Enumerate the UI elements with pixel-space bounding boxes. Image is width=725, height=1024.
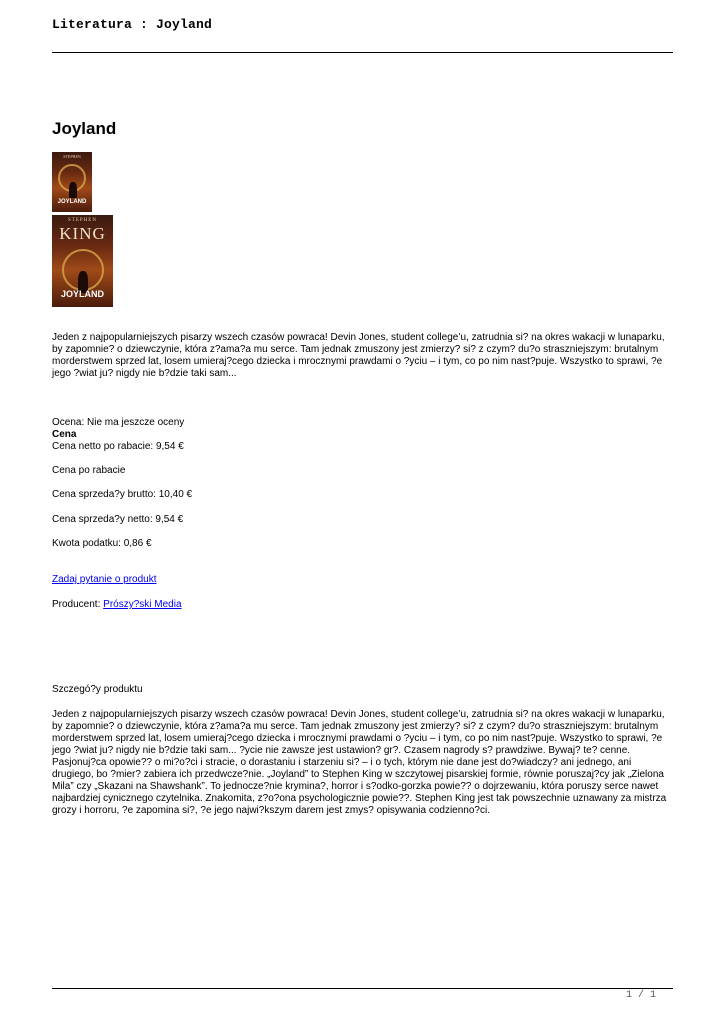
- price-gross: Cena sprzeda?y brutto: 10,40 €: [52, 489, 193, 500]
- price-heading: Cena: [52, 429, 77, 440]
- short-description: Jeden z najpopularniejszych pisarzy wszech czasów powraca! Devin Jones, student college’u, zatrudnia si? na okres wakacji w lunaparku, by zapomnie? o dziewczynie, która z?ama?a mu serce. Tam jednak zmuszony jest zmierzy? si? z czym? du?o straszniejszym: brutalnym morderstwem sprzed lat, losem umieraj?cego dziecka i mrocznymi prawdami o ?yciu – i tym, co po nim nast?puje. Wszystko to sprawi, ?e jego ?wiat ju? nigdy nie b?dzie taki sam...: [52, 332, 665, 379]
- document-header-title: Literatura : Joyland: [52, 17, 213, 32]
- price-net: Cena sprzeda?y netto: 9,54 €: [52, 514, 184, 525]
- tax-amount: Kwota podatku: 0,86 €: [52, 538, 152, 549]
- details-heading: Szczegó?y produktu: [52, 684, 143, 695]
- price-after-discount: Cena po rabacie: [52, 465, 126, 476]
- producer-label: Producent:: [52, 599, 101, 610]
- header-divider: [52, 52, 673, 53]
- cover-book-title: JOYLAND: [57, 199, 87, 205]
- cover-author: STEPHEN: [63, 154, 81, 159]
- footer-divider: [52, 988, 673, 989]
- cover-author-large: KING: [59, 224, 106, 243]
- page-number: 1 / 1: [626, 990, 657, 1001]
- cover-author: STEPHEN: [68, 218, 97, 223]
- product-title: Joyland: [52, 119, 117, 138]
- long-description: Jeden z najpopularniejszych pisarzy wszech czasów powraca! Devin Jones, student college’u, zatrudnia si? na okres wakacji w lunaparku, by zapomnie? o dziewczynie, która z?ama?a mu serce. Tam jednak zmuszony jest zmierzy? si? z czym? du?o straszniejszym: brutalnym morderstwem sprzed lat, losem umieraj?cego dziecka i mrocznymi prawdami o ?yciu – i tym, co po nim nast?puje. Wszystko to sprawi, ?e jego ?wiat ju? nigdy nie b?dzie taki sam... ?ycie nie zawsze jest ustawion? gr?. Czasem nagrody s? prawdziwe. Bywaj? te? cenne. Pasjonuj?ca opowie?? o mi?o?ci i stracie, o dorastaniu i starzeniu si? – i o tych, którym nie dane jest do?wiadczy? ani jednego, ani drugiego, bo ?mier? zabiera ich przedwcze?nie. „Joyland” to Stephen King w szczytowej pisarskiej formie, równie poruszaj?cy jak „Zielona Mila” czy „Skazani na Shawshank”. To jednocze?nie krymina?, horror i s?odko-gorzka powie?? o dojrzewaniu, która poruszy serce nawet najbardziej cynicznego czytelnika. Znakomita, z?o?ona psychologicznie powie??. Stephen King jest tak powszechnie uznawany za mistrza grozy i horroru, ?e zapomina si?, ?e jego najwi?kszym darem jest zmys? opisywania codzienno?ci.: [52, 709, 667, 816]
- producer-link[interactable]: Prószy?ski Media: [103, 599, 182, 610]
- rating-text: Ocena: Nie ma jeszcze oceny: [52, 417, 185, 428]
- figure-silhouette: [69, 182, 77, 198]
- book-cover-thumbnail[interactable]: [52, 152, 92, 212]
- cover-book-title: JOYLAND: [60, 289, 104, 299]
- ask-question-link[interactable]: Zadaj pytanie o produkt: [52, 574, 157, 585]
- ask-question-row: [52, 574, 157, 586]
- book-cover-image[interactable]: [52, 215, 113, 307]
- producer-row: [52, 599, 182, 611]
- price-net-after-discount: Cena netto po rabacie: 9,54 €: [52, 441, 184, 452]
